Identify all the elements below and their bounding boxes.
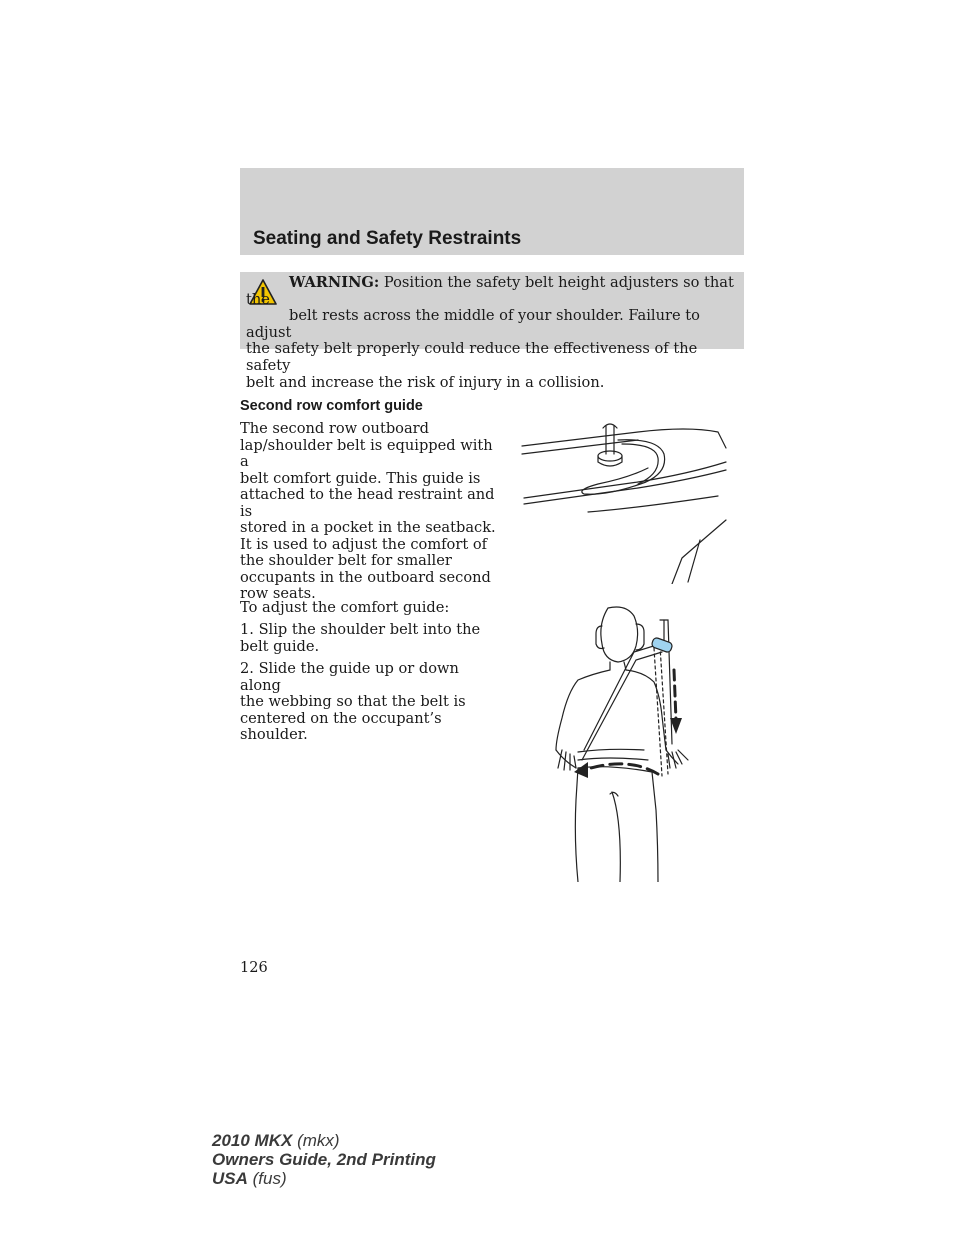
- footer-model-code: (mkx): [297, 1131, 340, 1150]
- warning-line-1: Position the safety belt height adjusters so that the: [246, 274, 734, 308]
- belt-adjustment-illustration: [548, 600, 704, 882]
- warning-line-4: belt and increase the risk of injury in a collision.: [246, 373, 605, 391]
- text-line: belt comfort guide. This guide is: [240, 469, 481, 487]
- warning-label: WARNING:: [289, 274, 380, 291]
- text-line: centered on the occupant’s shoulder.: [240, 709, 442, 743]
- text-line: lap/shoulder belt is equipped with a: [240, 436, 493, 470]
- section-title: Seating and Safety Restraints: [253, 228, 522, 249]
- footer-model: 2010 MKX: [212, 1131, 293, 1150]
- text-line: 1. Slip the shoulder belt into the: [240, 621, 481, 638]
- footer-market: USA: [212, 1169, 248, 1188]
- warning-line-2: belt rests across the middle of your shoulder. Failure to adjust: [246, 307, 700, 341]
- text-line: the shoulder belt for smaller: [240, 552, 452, 569]
- step-1: [240, 622, 496, 655]
- subheading: Second row comfort guide: [240, 398, 423, 414]
- page-number: 126: [240, 960, 268, 976]
- text-line: stored in a pocket in the seatback.: [240, 519, 496, 536]
- step-2: [240, 661, 496, 744]
- footer-market-code: (fus): [252, 1169, 287, 1188]
- text-line: belt guide.: [240, 637, 320, 655]
- text-line: It is used to adjust the comfort of: [240, 535, 488, 553]
- text-line: attached to the head restraint and is: [240, 486, 495, 520]
- footer-line-1: [212, 1131, 436, 1150]
- footer-line-3: [212, 1169, 436, 1188]
- paragraph-comfort-guide: [240, 421, 496, 603]
- text-line: 2. Slide the guide up or down along: [240, 660, 459, 694]
- warning-line-3: the safety belt properly could reduce the effectiveness of the safety: [246, 340, 698, 374]
- footer-line-2: Owners Guide, 2nd Printing: [212, 1150, 436, 1169]
- text-line: The second row outboard: [240, 420, 429, 437]
- warning-text: [246, 275, 736, 391]
- comfort-guide-storage-illustration: [518, 418, 730, 584]
- footer-print-info: [212, 1131, 436, 1188]
- text-line: row seats.: [240, 585, 316, 602]
- adjust-intro: To adjust the comfort guide:: [240, 599, 450, 616]
- text-line: the webbing so that the belt is: [240, 693, 466, 710]
- text-line: occupants in the outboard second: [240, 568, 491, 586]
